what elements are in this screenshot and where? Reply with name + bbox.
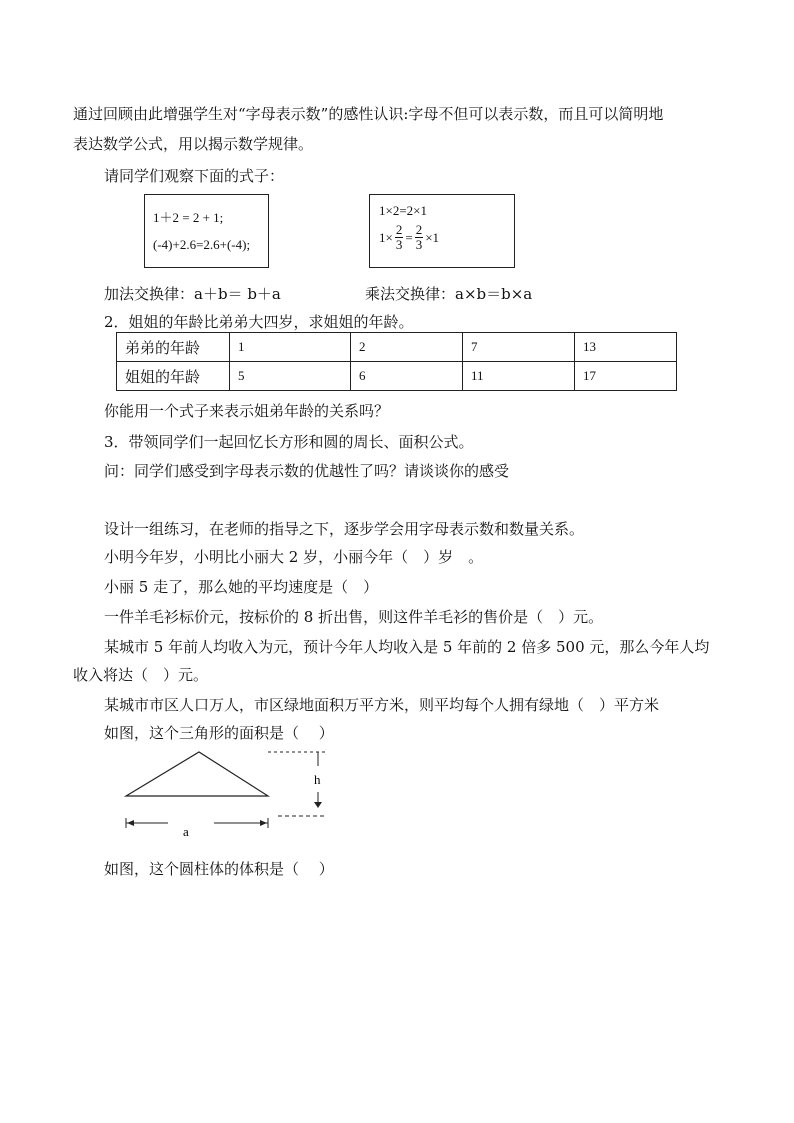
table-cell: 2 [351,333,463,362]
intro-line-2: 表达数学公式，用以揭示数学规律。 [73,135,314,153]
exercise-7: 如图，这个圆柱体的体积是（ ） [104,860,334,878]
table-row [117,333,677,362]
fraction-numerator: 2 [415,222,423,237]
base-label: a [183,824,189,839]
exercise-1: 小明今年岁，小明比小丽大 2 岁，小丽今年（ ）岁 。 [104,548,484,566]
height-label: h [314,772,321,787]
exercise-2: 小丽 5 走了，那么她的平均速度是（ ） [104,578,379,596]
intro-line-1: 通过回顾由此增强学生对“字母表示数”的感性认识:字母不但可以表示数，而且可以简明地 [73,105,664,123]
fraction-numerator: 2 [395,222,403,237]
table-cell: 1 [230,333,351,362]
multiplication-example-box [369,194,515,268]
height-arrow-down-icon [314,802,322,808]
multiplication-example-1: 1×2=2×1 [379,203,427,218]
triangle-figure [118,748,368,843]
base-arrow-right-icon [260,820,267,826]
exercise-5: 某城市市区人口万人，市区绿地面积万平方米，则平均每个人拥有绿地（ ）平方米 [104,696,660,714]
question-2-title: 2．姐姐的年龄比弟弟大四岁，求姐姐的年龄。 [104,313,414,331]
addition-example-box [144,194,269,268]
fraction-denominator: 3 [415,237,423,252]
age-table [116,332,677,391]
exercise-intro: 设计一组练习，在老师的指导之下，逐步学会用字母表示数和数量关系。 [104,520,585,538]
question-3-title: 3．带领同学们一起回忆长方形和圆的周长、面积公式。 [104,433,474,451]
fraction-two-thirds-a [395,223,404,252]
table-cell: 7 [463,333,575,362]
mult-suffix: ×1 [425,229,440,245]
multiplication-example-2 [379,223,439,252]
exercise-3: 一件羊毛衫标价元，按标价的 8 折出售，则这件羊毛衫的售价是（ ）元。 [104,608,604,626]
addition-commutative-law: 加法交换律：a＋b＝ b＋a [104,285,281,303]
table-cell: 6 [351,362,463,391]
fraction-two-thirds-b [415,223,424,252]
table-cell: 17 [575,362,677,391]
multiplication-commutative-law: 乘法交换律：a×b＝b×a [365,285,533,303]
addition-example-1: 1＋2 = 2 + 1; [153,210,224,225]
exercise-4-line-2: 收入将达（ ）元。 [73,666,209,684]
mult-prefix: 1× [379,229,393,245]
observe-prompt: 请同学们观察下面的式子： [104,167,285,185]
table-cell: 5 [230,362,351,391]
row-header-brother: 弟弟的年龄 [117,333,230,362]
triangle-shape [126,752,268,796]
mult-equals: = [405,229,413,245]
exercise-4-line-1: 某城市 5 年前人均收入为元，预计今年人均收入是 5 年前的 2 倍多 500 元，那么今年人均 [104,638,710,656]
table-cell: 11 [463,362,575,391]
base-arrow-left-icon [127,820,134,826]
exercise-6: 如图，这个三角形的面积是（ ） [104,724,334,742]
fraction-denominator: 3 [395,237,403,252]
question-3-ask: 问：同学们感受到字母表示数的优越性了吗？请谈谈你的感受 [104,462,510,480]
age-relation-question: 你能用一个式子来表示姐弟年龄的关系吗？ [104,402,390,420]
table-cell: 13 [575,333,677,362]
table-row [117,362,677,391]
row-header-sister: 姐姐的年龄 [117,362,230,391]
addition-example-2: (-4)+2.6=2.6+(-4); [153,237,251,252]
